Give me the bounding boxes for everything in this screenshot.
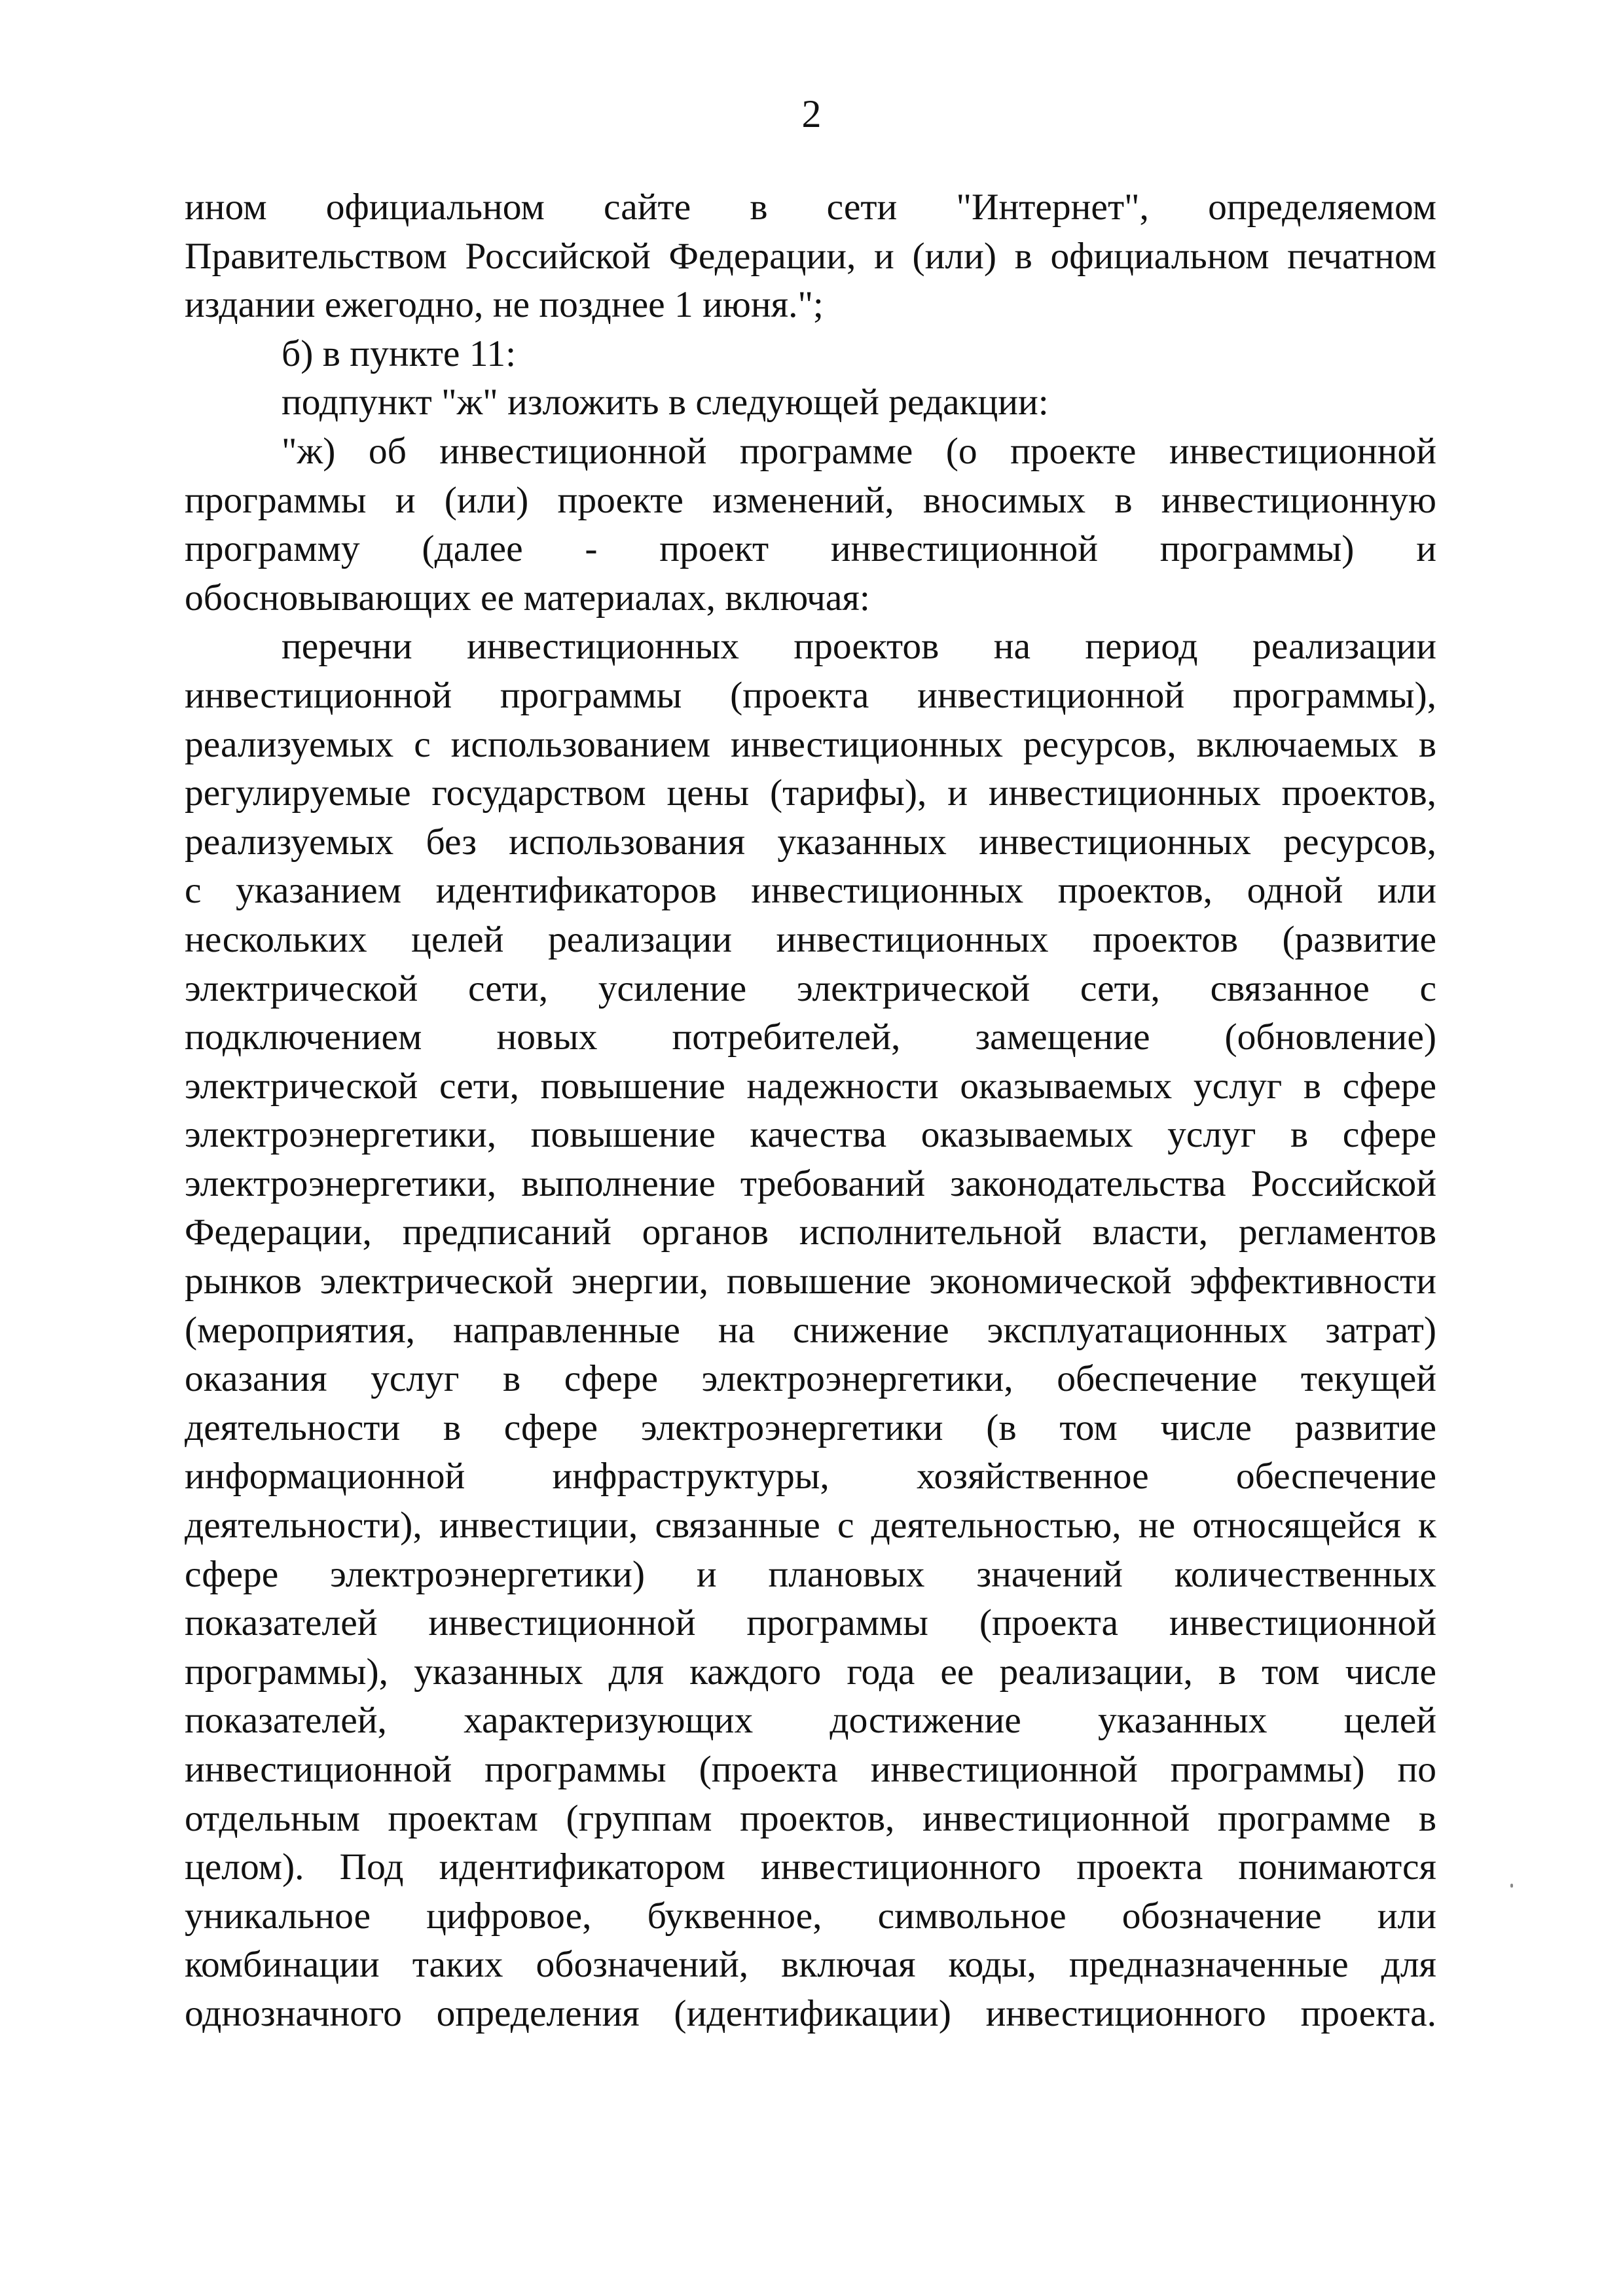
text-line: б) в пункте 11:: [282, 332, 517, 374]
page-number: 2: [801, 92, 822, 135]
text-line: показателей, характеризующих достижение указанных целей: [185, 1700, 1436, 1742]
text-line: регулируемые государством цены (тарифы), и инвестиционных проектов,: [185, 772, 1436, 814]
text-line: информационной инфраструктуры, хозяйственное обеспечение: [185, 1456, 1436, 1498]
text-line: перечни инвестиционных проектов на период реализации: [282, 626, 1436, 668]
text-line: программы и (или) проекте изменений, вносимых в инвестиционную: [185, 479, 1436, 521]
text-line: электрической сети, повышение надежности оказываемых услуг в сфере: [185, 1065, 1436, 1107]
text-line: издании ежегодно, не позднее 1 июня.";: [185, 284, 824, 326]
text-line: подключением новых потребителей, замещение (обновление): [185, 1016, 1436, 1058]
text-line: обосновывающих ее материалах, включая:: [185, 577, 870, 619]
text-line: (мероприятия, направленные на снижение эксплуатационных затрат): [185, 1309, 1436, 1351]
text-line: оказания услуг в сфере электроэнергетики, обеспечение текущей: [185, 1358, 1436, 1400]
text-line: инвестиционной программы (проекта инвестиционной программы),: [185, 674, 1436, 716]
text-line: нескольких целей реализации инвестиционных проектов (развитие: [185, 918, 1436, 960]
text-line: подпункт "ж" изложить в следующей редакции:: [282, 382, 1049, 423]
text-line: однозначного определения (идентификации) инвестиционного проекта.: [185, 1992, 1436, 2034]
text-line: Правительством Российской Федерации, и (или) в официальном печатном: [185, 235, 1436, 277]
text-line: сфере электроэнергетики) и плановых значений количественных: [185, 1553, 1436, 1595]
text-line: электрической сети, усиление электрической сети, связанное с: [185, 967, 1436, 1009]
text-line: отдельным проектам (группам проектов, инвестиционной программе в: [185, 1797, 1436, 1839]
text-line: реализуемых с использованием инвестиционных ресурсов, включаемых в: [185, 723, 1436, 765]
text-line: электроэнергетики, повышение качества оказываемых услуг в сфере: [185, 1114, 1436, 1156]
text-line: Федерации, предписаний органов исполнительной власти, регламентов: [185, 1211, 1436, 1253]
text-line: целом). Под идентификатором инвестиционного проекта понимаются: [185, 1846, 1436, 1888]
text-line: рынков электрической энергии, повышение экономической эффективности: [185, 1261, 1436, 1302]
text-line: ином официальном сайте в сети "Интернет", определяемом: [185, 187, 1436, 228]
text-line: инвестиционной программы (проекта инвестиционной программы) по: [185, 1749, 1436, 1790]
text-line: показателей инвестиционной программы (проекта инвестиционной: [185, 1602, 1436, 1644]
text-line: с указанием идентификаторов инвестиционных проектов, одной или: [185, 870, 1436, 912]
text-line: программу (далее - проект инвестиционной программы) и: [185, 528, 1436, 570]
document-body: [185, 183, 1436, 2039]
text-line: реализуемых без использования указанных инвестиционных ресурсов,: [185, 821, 1436, 863]
text-line: электроэнергетики, выполнение требований законодательства Российской: [185, 1162, 1436, 1204]
text-line: программы), указанных для каждого года ее реализации, в том числе: [185, 1651, 1436, 1693]
text-line: уникальное цифровое, буквенное, символьное обозначение или: [185, 1895, 1436, 1937]
scan-speck: [1510, 1884, 1513, 1888]
text-line: деятельности в сфере электроэнергетики (в том числе развитие: [185, 1407, 1436, 1448]
text-line: "ж) об инвестиционной программе (о проекте инвестиционной: [282, 430, 1436, 472]
text-line: комбинации таких обозначений, включая коды, предназначенные для: [185, 1944, 1436, 1986]
text-line: деятельности), инвестиции, связанные с деятельностью, не относящейся к: [185, 1505, 1436, 1547]
